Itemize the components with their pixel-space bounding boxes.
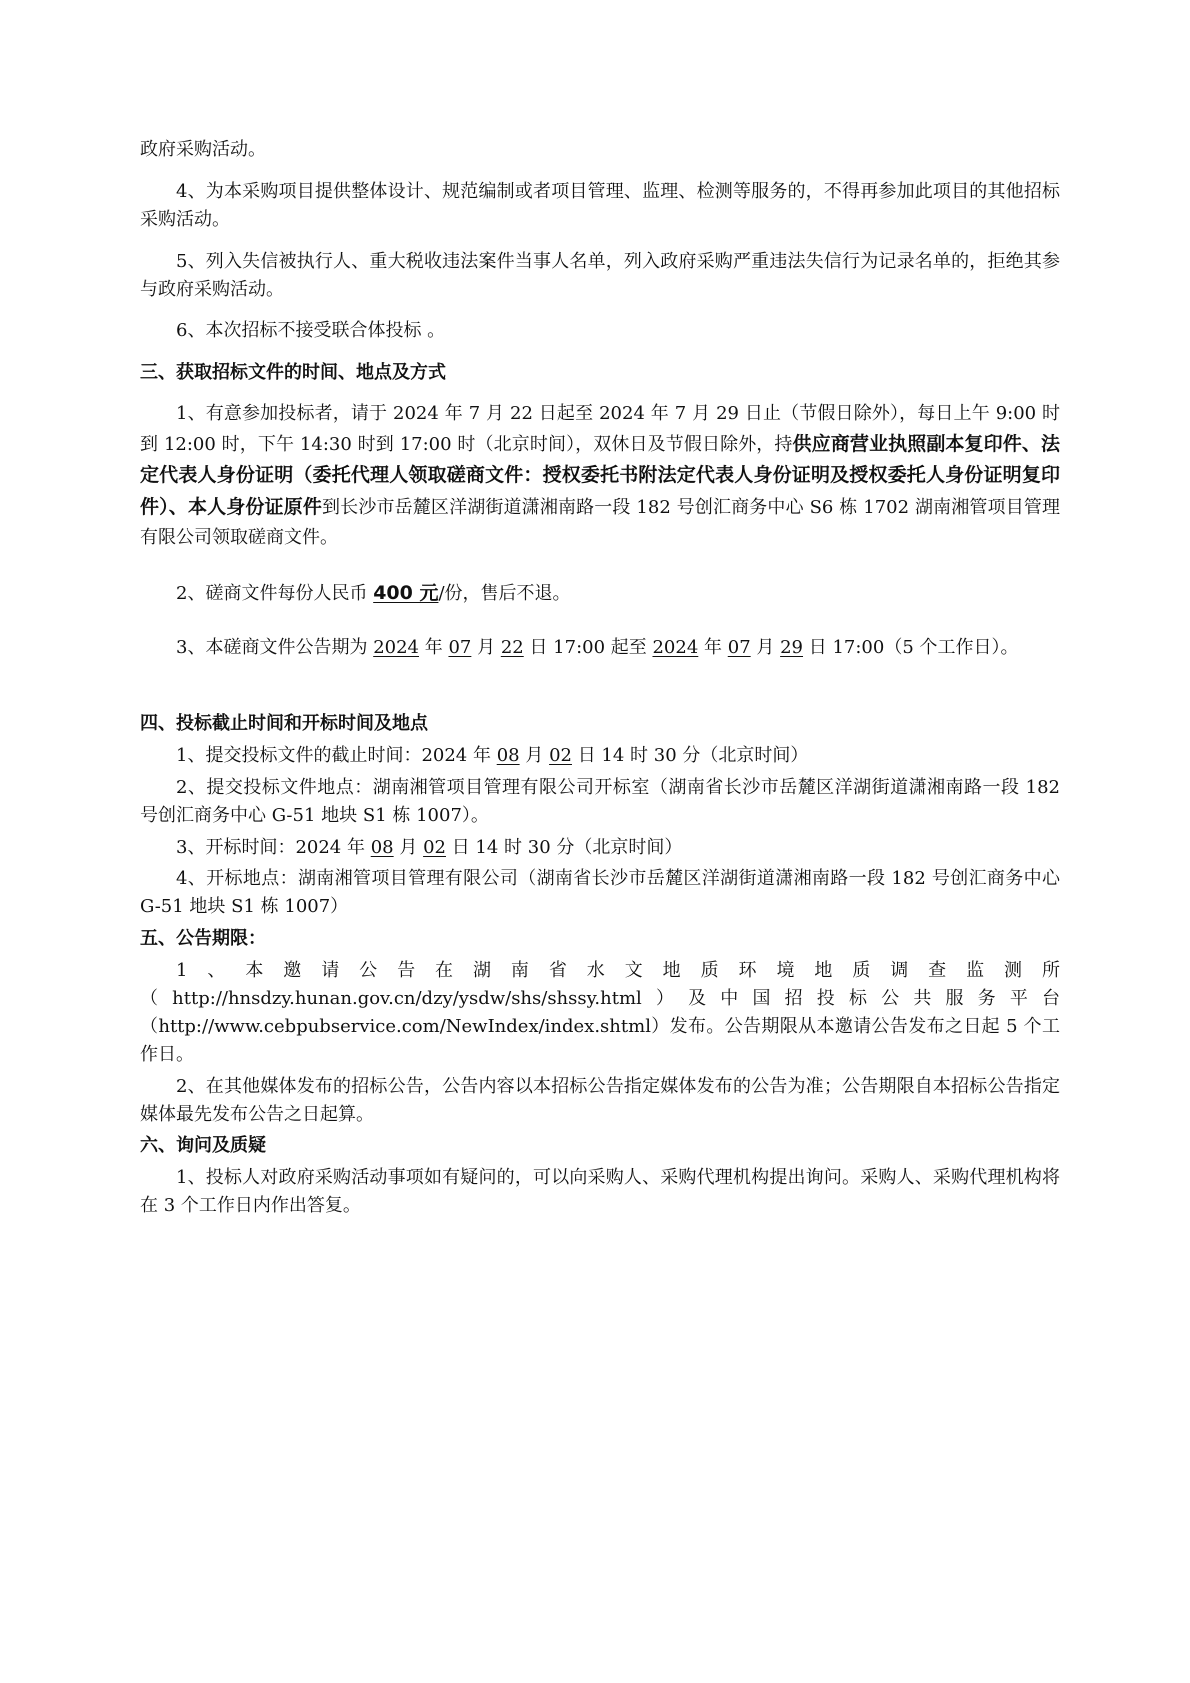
document-page bbox=[140, 136, 1060, 1224]
section-4-item-3-text-t2: 日 14 时 30 分（北京时间） bbox=[445, 836, 683, 858]
opening-month: 08 bbox=[370, 836, 394, 858]
section-3-item-3 bbox=[140, 634, 1060, 662]
paragraph-item-4: 4、为本采购项目提供整体设计、规范编制或者项目管理、监理、检测等服务的，不得再参加此项目的其他招标采购活动。 bbox=[140, 180, 1060, 230]
section-4-item-3-text-t1: 月 bbox=[393, 836, 424, 858]
paragraph-continuation: 政府采购活动。 bbox=[140, 139, 266, 160]
section-3-item-3-text-t1: 年 bbox=[419, 637, 449, 659]
start-day: 22 bbox=[500, 637, 524, 659]
section-4-item-1-text-a: 1、提交投标文件的截止时间：2024 年 bbox=[176, 744, 497, 766]
section-3-item-1-required-documents: 供应商营业执照副本复印件、法定代表人身份证明（委托代理人领取磋商文件：授权委托书附法定代表人身份证明及授权委托人身份证明复印件）、本人身份证原件 bbox=[140, 432, 1060, 518]
section-3-item-3-text-t2: 月 bbox=[471, 637, 501, 659]
section-4-heading: 四、投标截止时间和开标时间及地点 bbox=[140, 712, 428, 734]
deadline-day: 02 bbox=[549, 744, 572, 766]
section-3-item-1 bbox=[140, 399, 1060, 552]
section-4-item-3 bbox=[140, 834, 1060, 862]
section-4-item-1-text-t2: 日 14 时 30 分（北京时间） bbox=[571, 744, 809, 766]
section-3-item-3-text-a: 3、本磋商文件公告期为 bbox=[176, 637, 374, 659]
section-4-item-2: 2、提交投标文件地点：湖南湘管项目管理有限公司开标室（湖南省长沙市岳麓区洋湖街道潇湘南路一段 182 号创汇商务中心 G-51 地块 S1 栋 1007）。 bbox=[140, 776, 1060, 826]
section-6-heading: 六、询问及质疑 bbox=[140, 1135, 266, 1157]
start-month: 07 bbox=[448, 637, 472, 659]
section-4-item-1-text-t1: 月 bbox=[519, 744, 550, 766]
section-4-item-1 bbox=[140, 742, 1060, 770]
opening-day: 02 bbox=[423, 836, 446, 858]
section-3-item-3-text-t3: 日 17:00 起至 bbox=[523, 637, 653, 659]
section-3-item-3-text-t5: 月 bbox=[750, 637, 781, 659]
section-5-item-1: 1、本邀请公告在湖南省水文地质环境地质调查监测所（http://hnsdzy.hunan.gov.cn/dzy/ysdw/shs/shssy.html）及中国招投标公共服务平台（http://www.cebpubservice.com/NewIndex/index.shtml）发布。公告期限从本邀请公告发布之日起 5 个工作日。 bbox=[140, 960, 1060, 1065]
end-day: 29 bbox=[780, 637, 804, 659]
start-year: 2024 bbox=[373, 637, 419, 659]
section-3-item-1-text-a: 1、有意参加投标者，请于 2024 年 7 月 22 日起至 2024 年 7 月 29 日止（节假日除外），每日上午 9:00 时到 12:00 时，下午 14:30 时到 17:00 时（北京时间），双休日及节假日除外，持 bbox=[140, 403, 1060, 455]
section-4-item-4: 4、开标地点：湖南湘管项目管理有限公司（湖南省长沙市岳麓区洋湖街道潇湘南路一段 182 号创汇商务中心 G-51 地块 S1 栋 1007） bbox=[140, 868, 1060, 918]
section-3-item-2-text-a: 2、磋商文件每份人民币 bbox=[176, 582, 374, 604]
deadline-month: 08 bbox=[496, 744, 520, 766]
section-3-item-1-text-c: 到长沙市岳麓区洋湖街道潇湘南路一段 182 号创汇商务中心 S6 栋 1702 湖南湘管项目管理有限公司领取磋商文件。 bbox=[140, 496, 1060, 548]
section-3-item-2-price: 400 元 bbox=[373, 581, 439, 604]
section-3-item-3-text-t4: 年 bbox=[698, 637, 728, 659]
paragraph-item-5: 5、列入失信被执行人、重大税收违法案件当事人名单，列入政府采购严重违法失信行为记录名单的，拒绝其参与政府采购活动。 bbox=[140, 250, 1060, 300]
section-3-item-2-text-c: /份，售后不退。 bbox=[438, 582, 571, 604]
paragraph-item-6: 6、本次招标不接受联合体投标 。 bbox=[176, 320, 446, 342]
section-4-item-3-text-a: 3、开标时间：2024 年 bbox=[176, 836, 371, 858]
end-year: 2024 bbox=[652, 637, 699, 659]
section-5-heading: 五、公告期限： bbox=[140, 928, 266, 950]
section-6-item-1: 1、投标人对政府采购活动事项如有疑问的，可以向采购人、采购代理机构提出询问。采购人、采购代理机构将在 3 个工作日内作出答复。 bbox=[140, 1167, 1060, 1217]
end-month: 07 bbox=[727, 637, 751, 659]
section-3-item-2 bbox=[140, 579, 1060, 608]
section-3-heading: 三、获取招标文件的时间、地点及方式 bbox=[140, 362, 446, 384]
section-5-item-2: 2、在其他媒体发布的招标公告，公告内容以本招标公告指定媒体发布的公告为准；公告期限自本招标公告指定媒体最先发布公告之日起算。 bbox=[140, 1075, 1060, 1125]
section-3-item-3-text-t6: 日 17:00（5 个工作日）。 bbox=[803, 637, 1019, 659]
